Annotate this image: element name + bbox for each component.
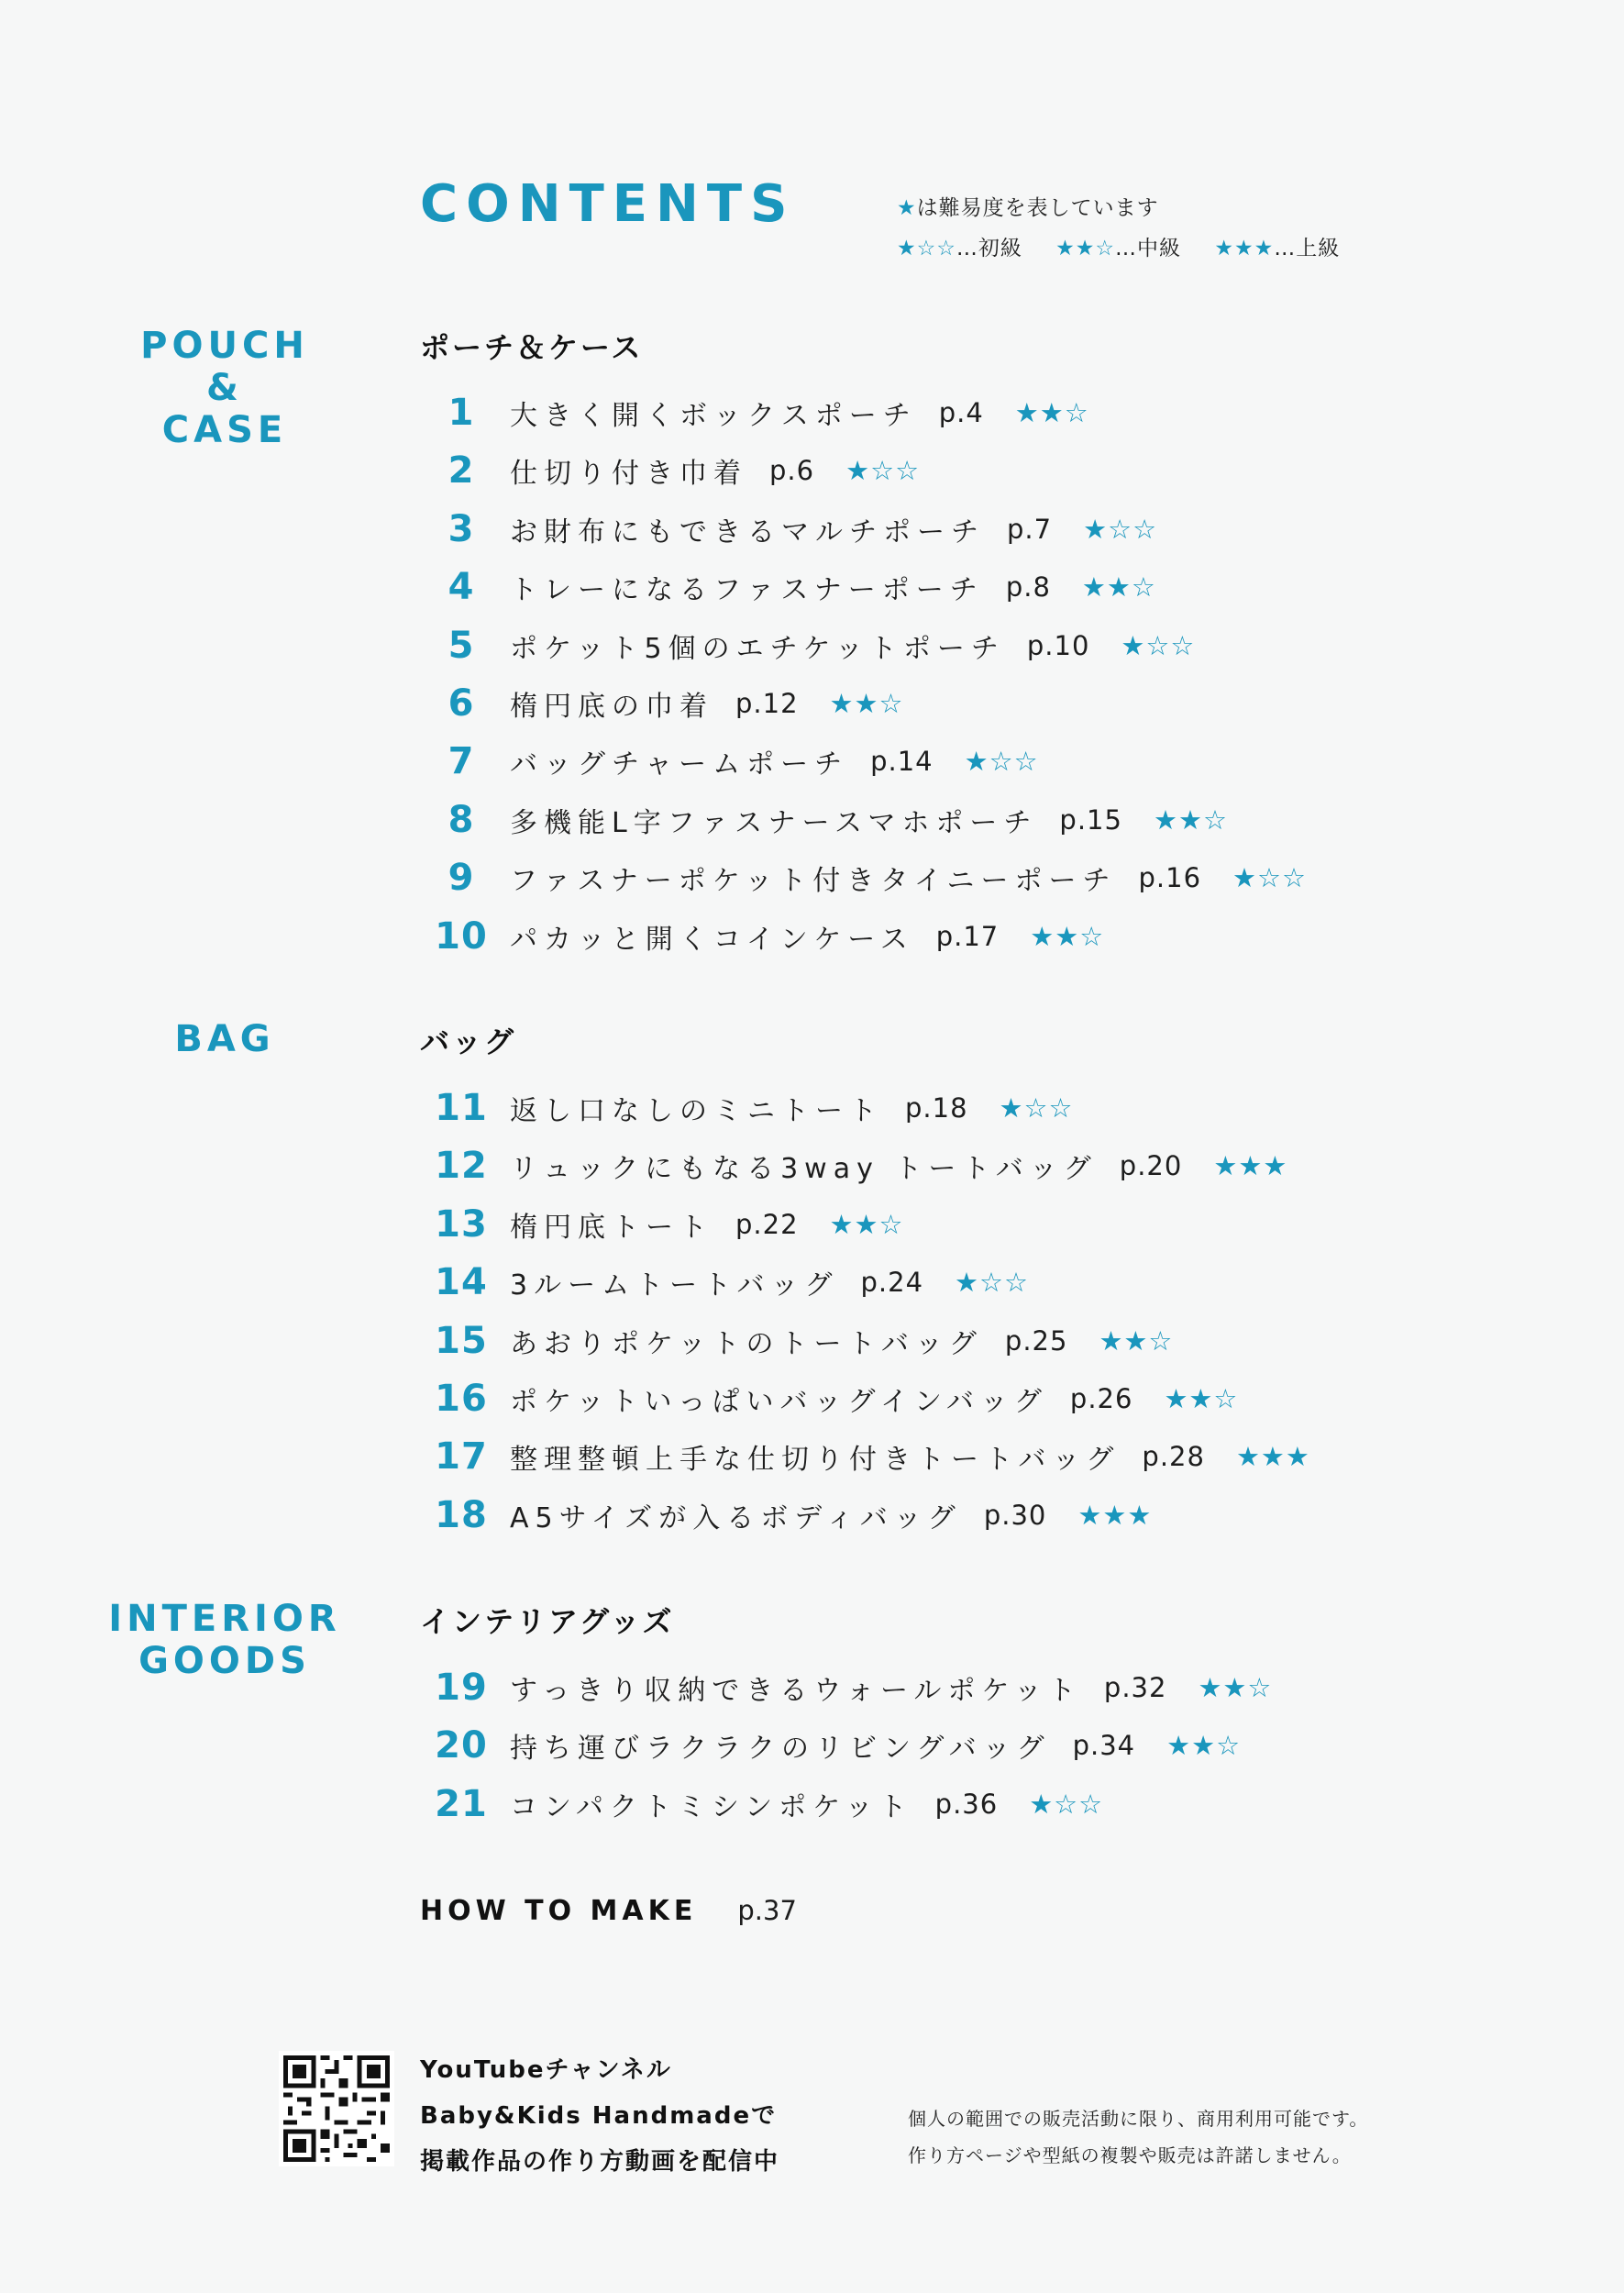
youtube-line: 掲載作品の作り方動画を配信中 (420, 2148, 780, 2176)
item-number: 9 (447, 857, 475, 900)
item-page: p.7 (1007, 513, 1053, 545)
category-line: GOODS (138, 1640, 311, 1682)
difficulty-stars: ★☆☆ (964, 746, 1039, 778)
item-page: p.28 (1142, 1441, 1205, 1473)
difficulty-stars: ★★★ (1077, 1499, 1153, 1531)
legend-levels (897, 228, 1365, 269)
item-number: 21 (435, 1782, 488, 1825)
item-number: 15 (435, 1319, 488, 1362)
item-page: p.34 (1072, 1730, 1136, 1762)
youtube-info (420, 2047, 779, 2185)
item-page: p.4 (938, 397, 984, 428)
category-bag (50, 1018, 399, 1060)
item-page: p.32 (1103, 1672, 1167, 1703)
contents-item[interactable] (420, 734, 1039, 789)
contents-item[interactable] (420, 1313, 1173, 1368)
item-page: p.12 (735, 688, 799, 719)
contents-item[interactable] (420, 502, 1157, 557)
difficulty-stars: ★☆☆ (1029, 1788, 1104, 1820)
item-page: p.25 (1004, 1324, 1068, 1357)
item-number: 5 (447, 624, 475, 667)
item-name: リュックにもなる3way トートバッグ (510, 1153, 1098, 1186)
item-name: コンパクトミシンポケット (510, 1790, 913, 1823)
difficulty-legend (897, 188, 1365, 269)
item-name: 仕切り付き巾着 (510, 458, 747, 491)
contents-item[interactable] (420, 559, 1156, 615)
item-number: 11 (435, 1087, 488, 1129)
item-page: p.20 (1119, 1150, 1183, 1182)
contents-item[interactable] (420, 1777, 1103, 1832)
contents-item[interactable] (420, 385, 1089, 440)
section-title-pouch: ポーチ＆ケース (420, 330, 644, 365)
item-number: 13 (435, 1202, 488, 1246)
item-page: p.15 (1059, 803, 1122, 836)
difficulty-stars: ★☆☆ (955, 1267, 1030, 1299)
legend-stars: ★☆☆ (897, 237, 956, 260)
item-number: 8 (447, 798, 475, 841)
item-page: p.36 (934, 1788, 999, 1820)
contents-item[interactable] (420, 1371, 1238, 1426)
legend-stars: ★★☆ (1055, 237, 1116, 260)
contents-item[interactable] (420, 676, 904, 731)
item-name: トレーになるファスナーポーチ (510, 574, 984, 607)
item-number: 14 (435, 1261, 488, 1304)
contents-item[interactable] (420, 1197, 904, 1252)
difficulty-stars: ★★☆ (829, 688, 904, 719)
item-name: 大きく開くボックスポーチ (510, 400, 917, 432)
difficulty-stars: ★★★ (1213, 1150, 1288, 1182)
contents-item[interactable] (420, 1718, 1241, 1773)
difficulty-stars: ★★☆ (1164, 1383, 1239, 1414)
notice-line: 作り方ページや型紙の複製や販売は許諾しません。 (908, 2144, 1352, 2166)
category-line: BAG (174, 1018, 275, 1060)
contents-item[interactable] (420, 792, 1228, 847)
item-name: あおりポケットのトートバッグ (510, 1327, 983, 1360)
legend-level-intermediate (1055, 237, 1181, 260)
legend-level-beginner (897, 237, 1022, 260)
legend-note (897, 188, 1365, 228)
how-to-make-page: p.37 (737, 1895, 797, 1926)
item-number: 19 (435, 1667, 488, 1709)
section-title-bag: バッグ (420, 1025, 517, 1059)
item-page: p.30 (983, 1499, 1047, 1531)
contents-item[interactable] (420, 1138, 1287, 1193)
item-number: 2 (447, 449, 475, 493)
item-name: パカッと開くコインケース (510, 923, 914, 956)
legend-label: …中級 (1115, 237, 1182, 260)
item-number: 6 (447, 682, 475, 725)
item-name: ポケット5個のエチケットポーチ (510, 632, 1005, 665)
item-name: ファスナーポケット付きタイニーポーチ (510, 865, 1117, 898)
difficulty-stars: ★☆☆ (1232, 862, 1308, 894)
contents-item[interactable] (420, 909, 1104, 964)
legend-stars: ★★★ (1214, 237, 1275, 260)
item-page: p.6 (769, 455, 815, 487)
contents-item[interactable] (420, 1080, 1074, 1135)
difficulty-stars: ★★★ (1235, 1441, 1310, 1473)
item-name: 整理整頓上手な仕切り付きトートバッグ (510, 1444, 1121, 1477)
item-name: 返し口なしのミニトート (510, 1095, 883, 1127)
item-page: p.8 (1005, 571, 1051, 604)
item-name: バッグチャームポーチ (510, 748, 849, 781)
contents-item[interactable] (420, 850, 1307, 905)
item-number: 20 (435, 1724, 488, 1767)
difficulty-stars: ★★☆ (829, 1208, 904, 1240)
contents-item[interactable] (420, 1660, 1272, 1715)
item-page: p.24 (860, 1267, 924, 1299)
contents-item[interactable] (420, 1488, 1152, 1543)
item-number: 18 (435, 1493, 488, 1536)
legend-note-text: は難易度を表しています (916, 196, 1159, 220)
how-to-make-label: HOW TO MAKE (420, 1895, 698, 1927)
item-number: 4 (447, 566, 475, 609)
item-page: p.10 (1026, 629, 1090, 661)
item-number: 16 (435, 1378, 488, 1420)
difficulty-stars: ★☆☆ (845, 455, 921, 487)
item-page: p.14 (870, 746, 934, 778)
category-line: CASE (161, 409, 288, 451)
item-name: お財布にもできるマルチポーチ (510, 515, 985, 548)
item-page: p.22 (735, 1208, 799, 1240)
usage-notice (908, 2100, 1368, 2174)
item-number: 10 (435, 914, 488, 958)
contents-item[interactable] (420, 443, 920, 498)
section-title-interior: インテリアグッズ (420, 1604, 675, 1639)
item-name: 多機能L字ファスナースマホポーチ (510, 806, 1038, 839)
legend-label: …上級 (1274, 237, 1341, 260)
item-name: 楕円底の巾着 (510, 691, 713, 723)
item-number: 3 (447, 507, 475, 550)
item-page: p.17 (935, 920, 1000, 952)
page-title: CONTENTS (420, 174, 796, 234)
contents-item[interactable] (420, 1255, 1029, 1310)
legend-label: …初級 (956, 237, 1022, 260)
notice-line: 個人の範囲での販売活動に限り、商用利用可能です。 (908, 2108, 1369, 2130)
youtube-line: YouTubeチャンネル (420, 2056, 672, 2084)
contents-item[interactable] (420, 1429, 1310, 1484)
item-name: ポケットいっぱいバッグインバッグ (510, 1386, 1048, 1418)
difficulty-stars: ★★☆ (1014, 397, 1089, 428)
item-number: 7 (447, 740, 475, 783)
difficulty-stars: ★★☆ (1099, 1324, 1174, 1357)
item-number: 12 (435, 1145, 488, 1188)
category-line: INTERIOR (108, 1598, 341, 1640)
category-line: POUCH (140, 325, 309, 367)
item-name: すっきり収納できるウォールポケット (510, 1675, 1082, 1707)
legend-star-icon: ★ (897, 196, 917, 220)
difficulty-stars: ★★☆ (1198, 1672, 1273, 1703)
how-to-make[interactable] (420, 1895, 797, 1927)
legend-level-advanced (1214, 237, 1340, 260)
category-interior-goods (50, 1598, 399, 1682)
difficulty-stars: ★★☆ (1081, 571, 1156, 604)
difficulty-stars: ★★☆ (1166, 1730, 1242, 1762)
difficulty-stars: ★★☆ (1153, 803, 1228, 836)
difficulty-stars: ★☆☆ (1121, 629, 1196, 661)
item-page: p.26 (1069, 1383, 1133, 1414)
contents-item[interactable] (420, 618, 1195, 673)
item-number: 1 (447, 392, 475, 434)
item-page: p.18 (905, 1092, 968, 1124)
difficulty-stars: ★★☆ (1030, 920, 1105, 952)
youtube-line: Baby&Kids Handmadeで (420, 2102, 778, 2130)
item-page: p.16 (1138, 862, 1202, 894)
category-line: & (206, 367, 243, 409)
item-name: 3ルームトートバッグ (510, 1269, 839, 1302)
item-number: 17 (435, 1435, 488, 1479)
item-name: 楕円底トート (510, 1211, 713, 1244)
difficulty-stars: ★☆☆ (999, 1092, 1074, 1124)
item-name: 持ち運びラクラクのリビングバッグ (510, 1733, 1051, 1766)
item-name: A5サイズが入るボディバッグ (510, 1501, 962, 1534)
qr-code-icon[interactable] (279, 2051, 394, 2166)
category-pouch-case (50, 325, 399, 451)
difficulty-stars: ★☆☆ (1083, 513, 1158, 545)
